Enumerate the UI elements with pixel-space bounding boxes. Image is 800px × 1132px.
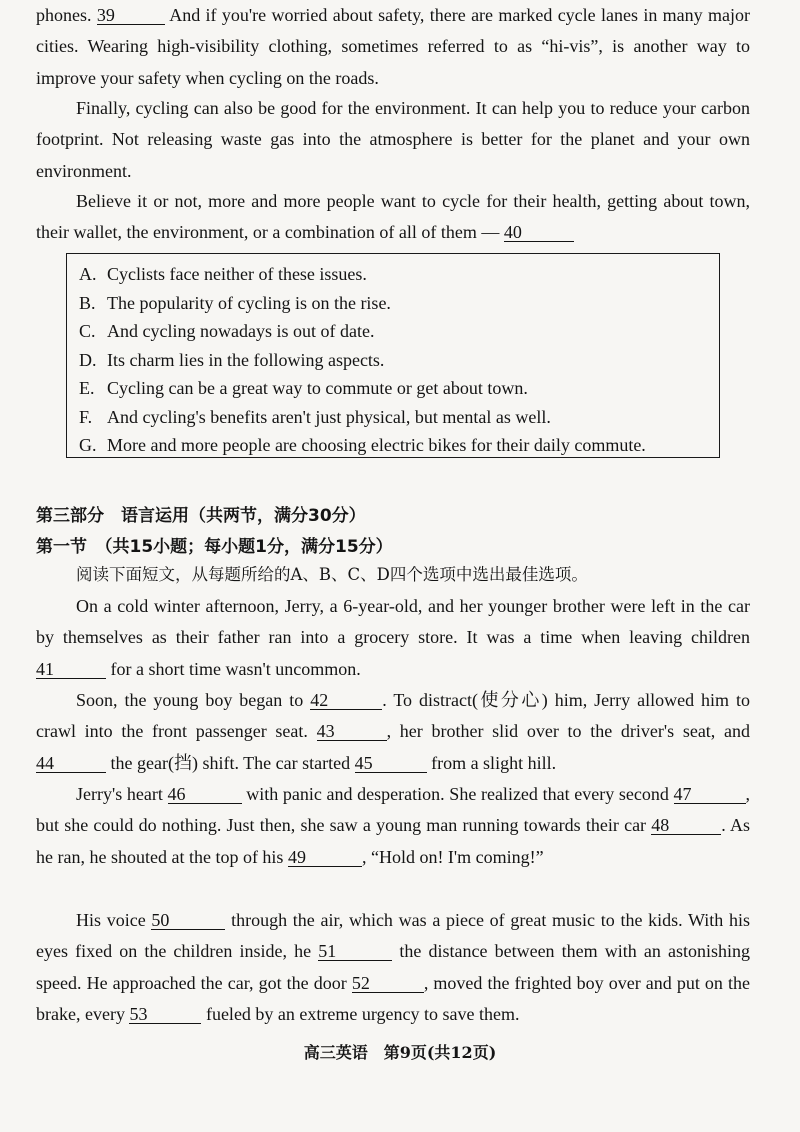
passage-paragraph [36,0,750,94]
blank-46: 46 [168,785,242,804]
blank-42: 42 [310,691,382,710]
option-letter: D. [79,349,97,370]
option-letter: E. [79,378,95,398]
blank-39: 39 [97,6,165,25]
option-b [79,289,719,318]
option-text: Cycling can be a great way to commute or get about town. [107,378,528,398]
option-letter: G. [79,435,97,455]
blank-45: 45 [355,754,427,773]
option-letter: F. [79,406,93,427]
text: , moved the frighted boy over and put on the brake, every [36,972,750,1024]
option-text: And cycling nowadays is out of date. [107,321,375,341]
page-footer: 高三英语 第9页(共12页) [303,1043,497,1062]
text: through the air, which was a piece of great music to the kids. With his eyes fixed on the children inside, he [36,910,751,962]
instruction-text: 阅读下面短文，从每题所给的A、B、C、D四个选项中选出最佳选项。 [76,565,588,584]
text: the gear(挡) shift. The car started [110,752,351,773]
blank-53: 53 [129,1005,201,1024]
option-text: Its charm lies in the following aspects. [107,349,385,370]
option-e [79,374,719,403]
text: phones. [36,5,92,25]
passage-paragraph [36,779,750,873]
option-text: And cycling's benefits aren't just physical, but mental as well. [107,406,551,427]
text: fueled by an extreme urgency to save them. [205,1003,520,1024]
blank-50: 50 [151,911,225,930]
option-text: The popularity of cycling is on the rise. [107,292,391,313]
blank-47: 47 [674,785,746,804]
option-text: More and more people are choosing electric bikes for their daily commute. [107,435,646,455]
option-c [79,317,719,346]
option-g [79,431,719,460]
passage-paragraph [36,186,750,249]
option-text: Cyclists face neither of these issues. [107,264,367,284]
section-title: 第一节 （共15小题；每小题1分，满分15分） [36,537,393,557]
blank-43: 43 [317,722,387,741]
option-d [79,346,719,375]
text: , “Hold on! I'm coming!” [361,846,544,867]
blank-40: 40 [504,223,574,242]
text: . As he ran, he shouted at the top of his [36,815,751,867]
blank-44: 44 [36,754,106,773]
text: from a slight hill. [431,752,557,773]
text: with panic and desperation. She realized that every second [246,784,669,804]
blank-51: 51 [318,942,392,961]
text: Soon, the young boy began to [76,690,304,710]
text: , but she could do nothing. Just then, she saw a young man running towards their car [36,784,751,836]
text: the distance between them with an astonishing speed. He approached the car, got the door [36,941,751,993]
option-f [79,403,719,432]
blank-48: 48 [651,816,721,835]
text: , her brother slid over to the driver's seat, and [386,721,750,742]
text: And if you're worried about safety, there are marked cycle lanes in many major cities. Wearing high-visibility clothing, sometimes referred to as “hi-vis”, is another way to improve your safety when cycling on the roads. [36,5,750,88]
part-title: 第三部分 语言运用（共两节，满分30分） [36,506,366,526]
options-box [66,253,720,458]
text: His voice [76,910,146,930]
blank-49: 49 [288,848,362,867]
text: Believe it or not, more and more people want to cycle for their health, getting about town, their wallet, the environment, or a combination of all of them — [36,191,750,243]
passage-paragraph [36,905,750,1030]
text: Jerry's heart [76,784,163,804]
option-letter: C. [79,321,96,341]
blank-52: 52 [352,974,424,993]
passage-paragraph: Finally, cycling can also be good for the environment. It can help you to reduce your carbon footprint. Not releasing waste gas into the atmosphere is better for the planet and your own environment. [36,98,750,181]
text: On a cold winter afternoon, Jerry, a 6-year-old, and her younger brother were left in the car by themselves as their father ran into a grocery store. It was a time when leaving children [36,596,750,648]
passage-paragraph [36,685,750,779]
option-letter: A. [79,264,97,284]
passage-paragraph [36,591,750,685]
text: for a short time wasn't uncommon. [110,658,361,679]
text: . To distract(使分心) him, Jerry allowed him to crawl into the front passenger seat. [36,690,750,742]
option-a [79,260,719,289]
blank-41: 41 [36,660,106,679]
option-letter: B. [79,292,96,313]
